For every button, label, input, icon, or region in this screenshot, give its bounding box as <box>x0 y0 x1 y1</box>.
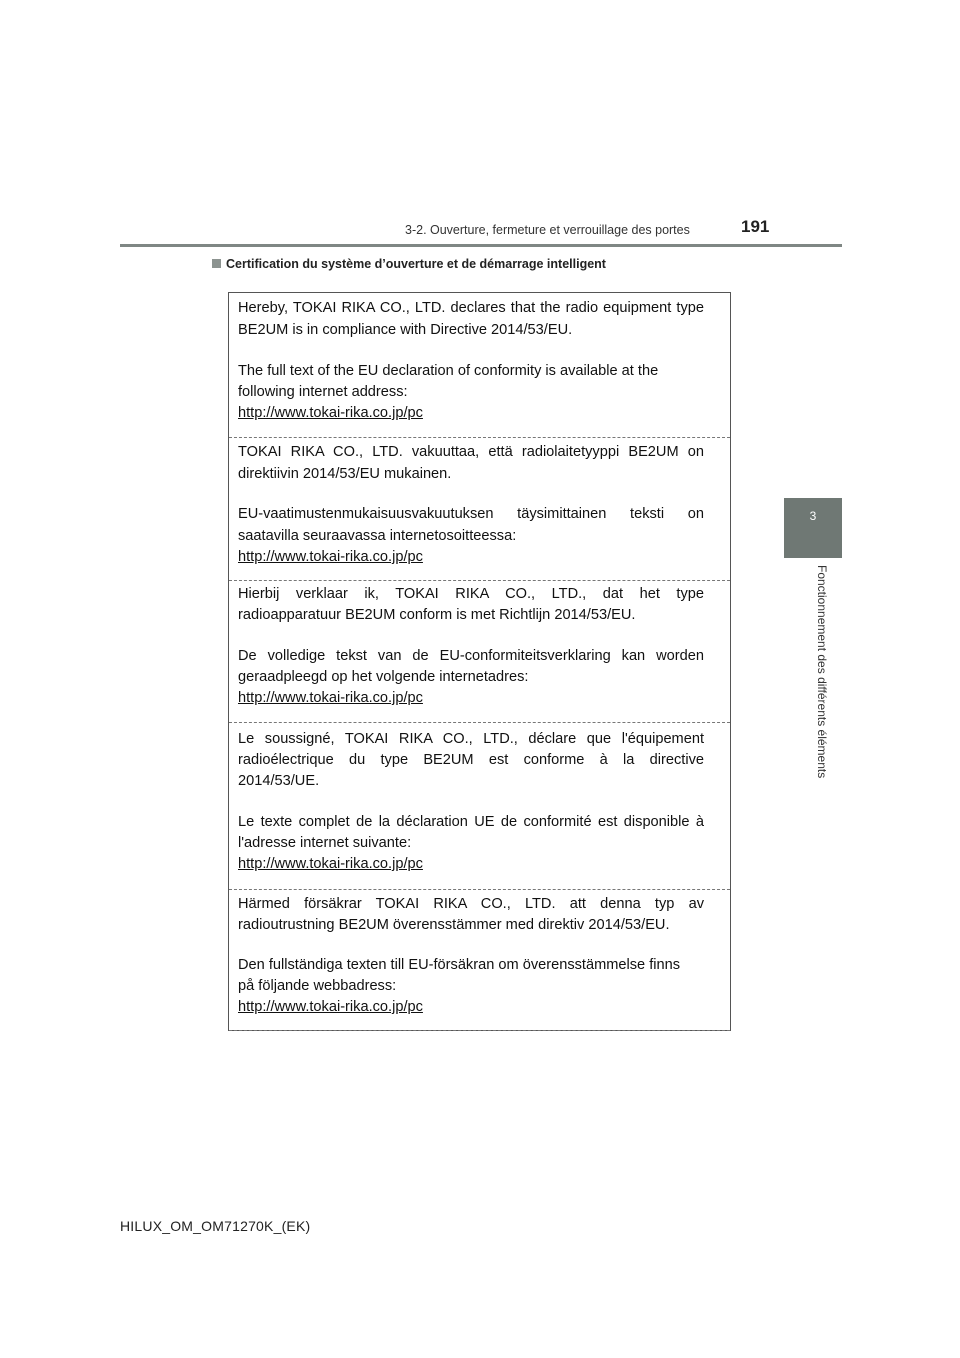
cert-line: De volledige tekst van de EU-conformiteitsverklaring kan worden <box>238 648 704 664</box>
cert-line: radioapparatuur BE2UM conform is met Richtlijn 2014/53/EU. <box>238 607 636 623</box>
cert-line: l'adresse internet suivante: <box>238 835 412 851</box>
chapter-tab-number: 3 <box>809 509 817 523</box>
cert-line: radioutrustning BE2UM överensstämmer med direktiv 2014/53/EU. <box>238 917 670 933</box>
header-section-title: 3-2. Ouverture, fermeture et verrouillage des portes <box>405 223 690 237</box>
section-heading-text: Certification du système d’ouverture et de démarrage intelligent <box>226 257 606 271</box>
cert-line: The full text of the EU declaration of conformity is available at the <box>238 363 659 379</box>
document-code: HILUX_OM_OM71270K_(EK) <box>120 1218 311 1234</box>
cert-line: EU-vaatimustenmukaisuusvakuutuksen täysimittainen teksti on <box>238 506 704 522</box>
cert-line: Le texte complet de la déclaration UE de conformité est disponible à <box>238 814 704 830</box>
cert-line: BE2UM is in compliance with Directive 2014/53/EU. <box>238 322 573 338</box>
cert-line: saatavilla seuraavassa internetosoitteessa: <box>238 528 517 544</box>
cert-line: 2014/53/UE. <box>238 773 320 789</box>
page-number: 191 <box>741 217 770 236</box>
cert-line: Hereby, TOKAI RIKA CO., LTD. declares that the radio equipment type <box>238 300 704 316</box>
certification-box <box>228 292 731 1031</box>
cert-url: http://www.tokai-rika.co.jp/pc <box>238 999 423 1015</box>
cert-line: på följande webbadress: <box>238 978 397 994</box>
header-divider <box>120 244 842 247</box>
cert-block-finnish <box>229 438 730 581</box>
cert-line: geraadpleegd op het volgende internetadres: <box>238 669 529 685</box>
cert-url: http://www.tokai-rika.co.jp/pc <box>238 405 423 421</box>
cert-line: Hierbij verklaar ik, TOKAI RIKA CO., LTD., dat het type <box>238 586 704 602</box>
cert-url: http://www.tokai-rika.co.jp/pc <box>238 549 423 565</box>
cert-line: TOKAI RIKA CO., LTD. vakuuttaa, että radiolaitetyyppi BE2UM on <box>238 444 704 460</box>
chapter-tab-label: Fonctionnement des différents éléments <box>815 565 829 779</box>
cert-line: direktiivin 2014/53/EU mukainen. <box>238 466 452 482</box>
section-heading <box>212 257 606 271</box>
cert-block-dutch <box>229 581 730 723</box>
cert-block-french <box>229 723 730 890</box>
cert-line: Le soussigné, TOKAI RIKA CO., LTD., déclare que l'équipement <box>238 731 704 747</box>
cert-url: http://www.tokai-rika.co.jp/pc <box>238 856 423 872</box>
cert-line: radioélectrique du type BE2UM est conforme à la directive <box>238 752 704 768</box>
cert-block-english <box>229 293 730 438</box>
cert-block-swedish <box>229 890 730 1031</box>
chapter-tab <box>784 498 842 558</box>
cert-url: http://www.tokai-rika.co.jp/pc <box>238 690 423 706</box>
square-bullet-icon <box>212 259 221 268</box>
cert-line: Härmed försäkrar TOKAI RIKA CO., LTD. att denna typ av <box>238 896 704 912</box>
cert-line: following internet address: <box>238 384 408 400</box>
cert-line: Den fullständiga texten till EU-försäkran om överensstämmelse finns <box>238 957 681 973</box>
